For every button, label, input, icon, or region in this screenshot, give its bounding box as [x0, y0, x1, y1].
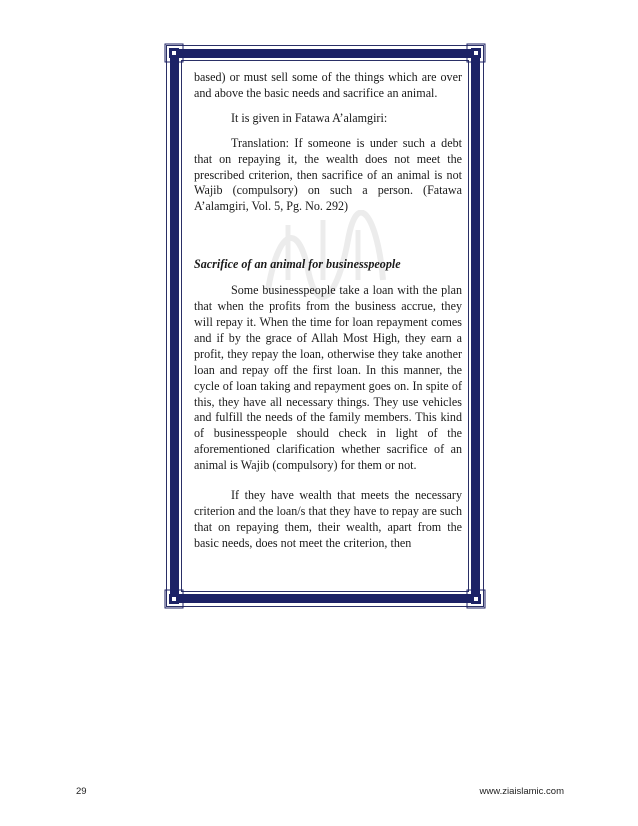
translation-paragraph: Translation: If someone is under such a debt that on repaying it, the wealth does not meet the prescribed criterion, then sacrifice of an animal is not Wajib (compulsory) on such a person. (Fatawa A’alamgiri, Vol. 5, Pg. No. 292) — [194, 135, 462, 214]
corner-ornament-icon — [466, 589, 486, 609]
corner-ornament-icon — [466, 43, 486, 63]
page-body — [194, 70, 462, 552]
continuation-paragraph: based) or must sell some of the things which are over and above the basic needs and sacrifice an animal. — [194, 70, 462, 100]
body-paragraph: Some businesspeople take a loan with the plan that when the profits from the business accrue, they will repay it. When the time for loan repayment comes and if by the grace of Allah Most High, they earn a profit, they repay the loan, otherwise they take another loan and repay off the first loan. In this manner, the cycle of loan taking and repayment goes on. In spite of this, they have all necessary things. They use vehicles and fulfill the needs of the family members. This kind of businesspeople should check in light of the aforementioned clarification whether sacrifice of an animal is Wajib (compulsory) for them or not. — [194, 283, 462, 473]
body-paragraph: If they have wealth that meets the necessary criterion and the loan/s that they have to repay are such that on repaying them, their wealth, apart from the basic needs, does not meet the criterion, then — [194, 488, 462, 550]
page-number: 29 — [76, 786, 87, 797]
quote-intro: It is given in Fatawa A’alamgiri: — [231, 110, 388, 125]
website-link[interactable]: www.ziaislamic.com — [479, 786, 564, 797]
section-heading: Sacrifice of an animal for businesspeople — [194, 257, 401, 272]
corner-ornament-icon — [164, 589, 184, 609]
corner-ornament-icon — [164, 43, 184, 63]
